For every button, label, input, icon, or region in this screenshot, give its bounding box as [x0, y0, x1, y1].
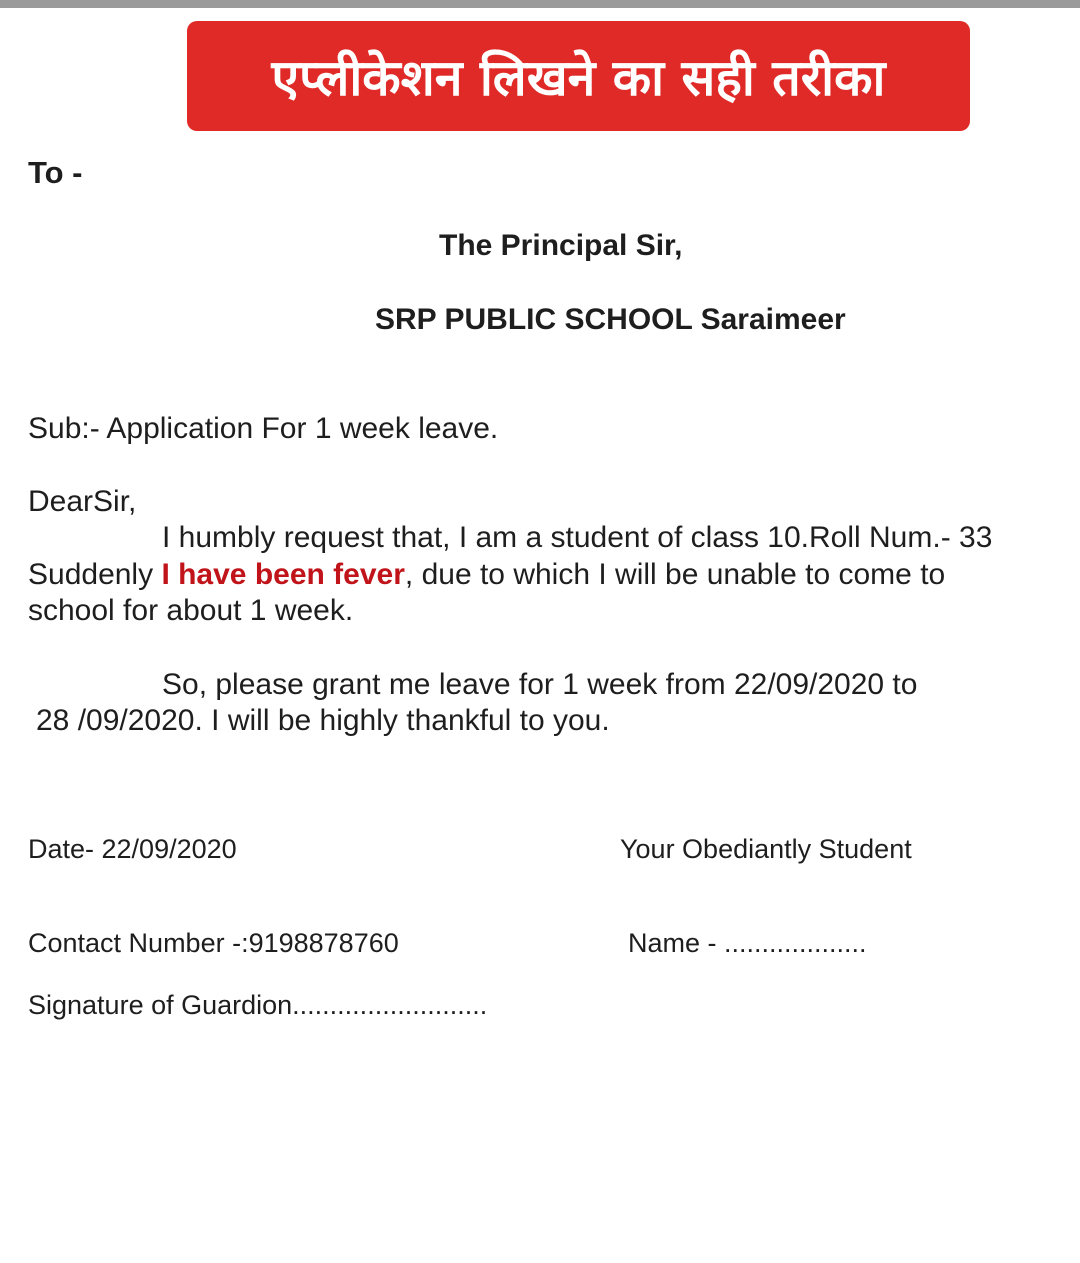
school-name: SRP PUBLIC SCHOOL Saraimeer: [375, 303, 846, 336]
body-paragraph-2-line-2: 28 /09/2020. I will be highly thankful to you.: [36, 704, 610, 737]
body-paragraph-2-line-1: So, please grant me leave for 1 week from 22/09/2020 to: [162, 668, 918, 701]
name-line: Name - ...................: [628, 928, 867, 958]
body-paragraph-1-line-3: school for about 1 week.: [28, 594, 354, 627]
recipient-line: The Principal Sir,: [439, 229, 683, 262]
subject-line: Sub:- Application For 1 week leave.: [28, 412, 499, 445]
to-label: To -: [28, 155, 83, 190]
line-suffix: , due to which I will be unable to come to: [404, 558, 946, 591]
highlighted-phrase: I have been fever: [161, 558, 405, 591]
contact-number: Contact Number -:9198878760: [28, 928, 399, 958]
top-divider: [0, 0, 1080, 8]
salutation: DearSir,: [28, 485, 137, 518]
guardian-signature-line: Signature of Guardion..........................: [28, 990, 488, 1020]
title-banner: [187, 21, 970, 131]
date-line: Date- 22/09/2020: [28, 834, 237, 864]
closing-line: Your Obediantly Student: [620, 834, 912, 864]
banner-title: एप्लीकेशन लिखने का सही तरीका: [271, 49, 886, 107]
body-paragraph-1-line-1: I humbly request that, I am a student of class 10.Roll Num.- 33: [162, 521, 993, 554]
line-prefix: Suddenly: [28, 558, 162, 591]
body-paragraph-1-line-2: [28, 558, 945, 592]
